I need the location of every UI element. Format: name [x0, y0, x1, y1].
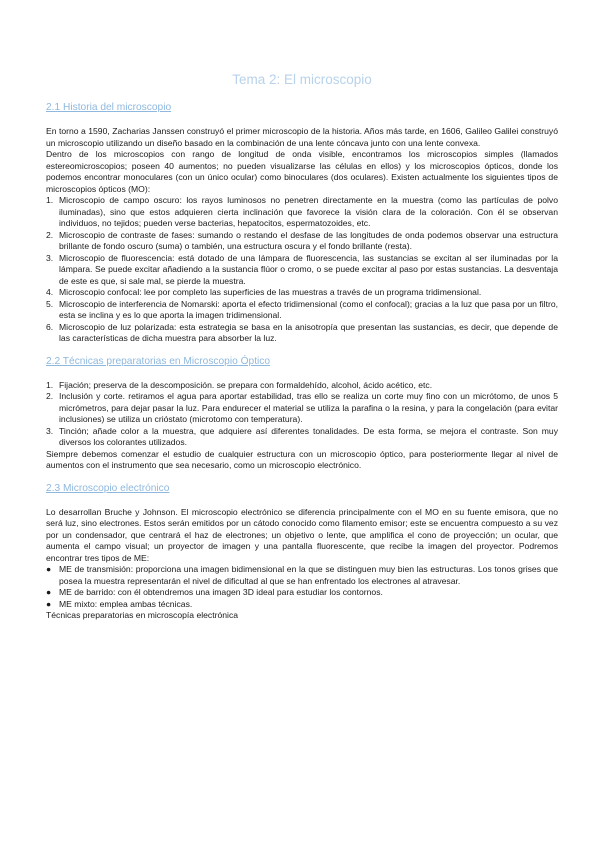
list-item — [46, 287, 558, 299]
list-item-text: Fijación; preserva de la descomposición. se prepara con formaldehído, alcohol, ácido acético, etc. — [59, 379, 433, 390]
paragraph-electron-intro: Lo desarrollan Bruche y Johnson. El microscopio electrónico se diferencia principalmente con el MO en su fuente emisora, que no será luz, sino electrones. Estos serán emitidos por un cátodo conocido como filamento emisor; este se encuentra compuesto a su vez por un condensador, que centrará el haz de electrones; un objetivo o lente, que amplifica el cono de proyección; un ocular, que aumenta el campo visual; un proyector de imagen y una pantalla fluorescente, que recibe la imagen del proyector. Podremos encontrar tres tipos de ME: — [46, 506, 558, 563]
document-page — [46, 72, 558, 622]
list-number: 2. — [46, 391, 54, 401]
list-number: 4. — [46, 287, 54, 297]
list-item-text: ME de transmisión: proporciona una imagen bidimensional en la que se distinguen muy bien las estructuras. Los tonos grises que posea la muestra representarán el nivel de dificultad al que se han enfrentado los electrones al atravesar. — [59, 564, 558, 586]
list-item-text: ME mixto: emplea ambas técnicas. — [59, 598, 193, 609]
list-number: 6. — [46, 321, 54, 332]
list-number: 5. — [46, 298, 54, 309]
list-number: 1. — [46, 195, 54, 205]
list-number: 3. — [46, 425, 54, 436]
paragraph-electron-closing: Técnicas preparatorias en microscopía electrónica — [46, 610, 239, 620]
list-item-text: Microscopio de campo oscuro: los rayos luminosos no penetren directamente en la muestra (como las partículas de polvo iluminadas), sino que estos adquieren cierta inclinación que favorece la visión clara de la coloración. Con él se observan individuos, no tejidos; pueden verse bacterias, hepatocitos, espermatozoides, etc. — [59, 195, 558, 228]
section-heading-optical-techniques: 2.2 Técnicas preparatorias en Microscopio Óptico — [46, 355, 271, 367]
bullet-icon: ● — [46, 598, 52, 609]
list-item — [46, 391, 558, 426]
list-item-text: Microscopio de interferencia de Nomarski: aporta el efecto tridimensional (como el confocal); gracias a la luz que pasa por un filtro, esta se inclina y es lo que aporta la imagen tridimensional. — [59, 298, 558, 320]
list-item-text: ME de barrido: con él obtendremos una imagen 3D ideal para estudiar los contornos. — [59, 587, 383, 597]
list-item-text: Tinción; añade color a la muestra, que adquiere así diferentes tonalidades. De esta forma, se mejora el contraste. Son muy diversos los colorantes utilizados. — [59, 425, 558, 447]
list-item-text: Microscopio confocal: lee por completo las superficies de las muestras a través de un programa tridimensional. — [59, 287, 482, 297]
list-item — [46, 587, 558, 599]
list-item — [46, 253, 558, 288]
list-item — [46, 299, 558, 322]
electron-types-list — [46, 564, 558, 610]
optical-microscope-list — [46, 195, 558, 345]
paragraph-history-intro: En torno a 1590, Zacharias Janssen construyó el primer microscopio de la historia. Años más tarde, en 1606, Galileo Galilei construyó un microscopio utilizando un diseño basado en la combinación de una lente cóncava junto con una lente convexa. — [46, 126, 558, 148]
list-item — [46, 380, 558, 392]
list-item — [46, 426, 558, 449]
list-item — [46, 599, 558, 611]
list-item — [46, 230, 558, 253]
list-item — [46, 195, 558, 230]
bullet-icon: ● — [46, 587, 52, 597]
list-item-text: Microscopio de contraste de fases: sumando o restando el desfase de las longitudes de onda podemos observar una estructura brillante de fondo oscuro (suma) o también, una estructura oscura y el fondo brillante (resta). — [59, 229, 558, 251]
section-heading-electron: 2.3 Microscopio electrónico — [46, 482, 170, 494]
list-item — [46, 322, 558, 345]
optical-techniques-list — [46, 380, 558, 449]
page-title: Tema 2: El microscopio — [232, 72, 372, 87]
list-number: 2. — [46, 229, 54, 240]
list-item — [46, 564, 558, 587]
list-number: 3. — [46, 252, 54, 263]
paragraph-optical-closing: Siempre debemos comenzar el estudio de cualquier estructura con un microscopio óptico, para posteriormente llegar al nivel de aumentos con el instrumento que sea necesario, como un microscopio electrónico. — [46, 448, 558, 470]
section-heading-history: 2.1 Historia del microscopio — [46, 102, 172, 113]
list-item-text: Microscopio de luz polarizada: esta estrategia se basa en la anisotropía que presentan las sustancias, es decir, que depende de las características de dicha muestra para absorber la luz. — [59, 321, 558, 343]
paragraph-optical-types: Dentro de los microscopios con rango de longitud de onda visible, encontramos los microscopios simples (llamados estereomicroscopios; poseen 40 aumentos; no pueden visualizarse las células en ellos) y los microscopios ópticos, donde los podemos encontrar monoculares (con un único ocular) como binoculares (dos oculares). Existen actualmente los siguientes tipos de microscopios ópticos (MO): — [46, 149, 558, 194]
list-item-text: Microscopio de fluorescencia: está dotado de una lámpara de fluorescencia, las sustancias se excitan al ser iluminadas por la lámpara. Se puede excitar añadiendo a la sustancia flúor o cromo, o se puede excitar al paso por estas sustancias. La desventaja de este es que, si sale mal, se pierde la muestra. — [59, 252, 558, 286]
list-number: 1. — [46, 379, 54, 390]
list-item-text: Inclusión y corte. retiramos el agua para aportar estabilidad, tras ello se realiza un corte muy fino con un micrótomo, de unos 5 micrómetros, para dejar pasar la luz. Para endurecer el material se utiliza la parafina o la resina, y para la congelación (para evitar inclusiones) se utiliza un crióstato (microtomo con temperatura). — [59, 391, 558, 424]
bullet-icon: ● — [46, 564, 52, 574]
